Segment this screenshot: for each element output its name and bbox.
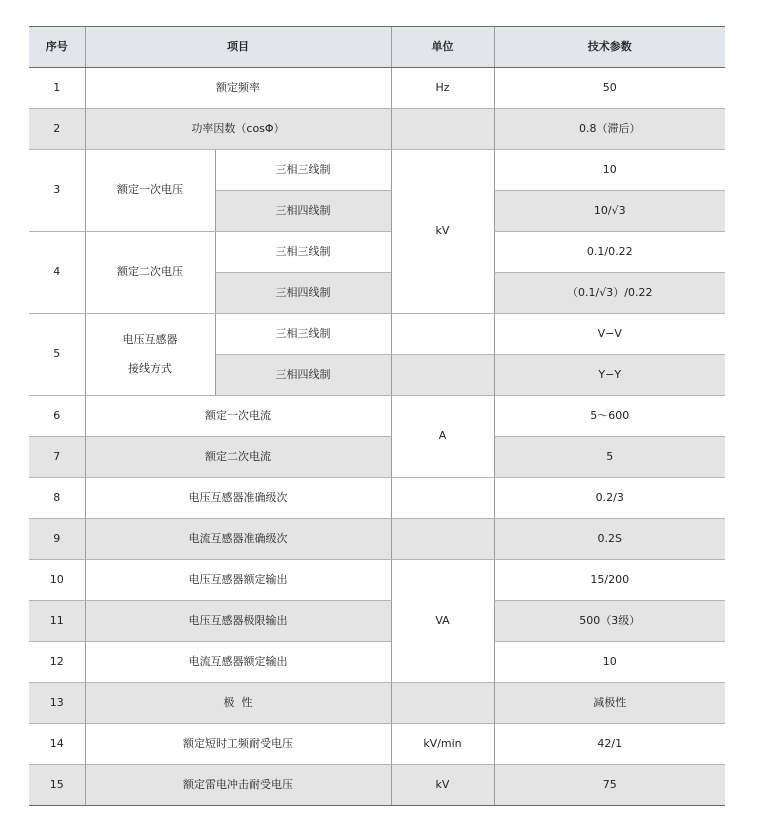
row-no: 11 (29, 601, 85, 642)
row-spec: 0.2/3 (494, 478, 725, 519)
table-row (29, 765, 725, 806)
row-item: 电压互感器极限输出 (85, 601, 391, 642)
row-subitem: 三相四线制 (215, 355, 391, 396)
header-no: 序号 (29, 27, 85, 68)
row-spec: V−V (494, 314, 725, 355)
row-unit: Hz (391, 68, 494, 109)
row-no: 10 (29, 560, 85, 601)
row-spec: 500（3级） (494, 601, 725, 642)
table-row (29, 519, 725, 560)
row-spec: （0.1/√3）/0.22 (494, 273, 725, 314)
table-row (29, 560, 725, 601)
row-no: 6 (29, 396, 85, 437)
row-subitem: 三相四线制 (215, 273, 391, 314)
row-spec: 50 (494, 68, 725, 109)
header-unit: 单位 (391, 27, 494, 68)
row-no: 4 (29, 232, 85, 314)
row-item: 极 性 (85, 683, 391, 724)
row-subitem: 三相三线制 (215, 314, 391, 355)
row-unit (391, 478, 494, 519)
row-no: 5 (29, 314, 85, 396)
header-spec: 技术参数 (494, 27, 725, 68)
row-no: 1 (29, 68, 85, 109)
spec-table-container (29, 26, 725, 806)
row-spec: 10/√3 (494, 191, 725, 232)
header-item: 项目 (85, 27, 391, 68)
row-item: 额定一次电流 (85, 396, 391, 437)
table-row (29, 68, 725, 109)
row-spec: 5 (494, 437, 725, 478)
row-no: 3 (29, 150, 85, 232)
spec-table (29, 26, 725, 806)
row-subitem: 三相四线制 (215, 191, 391, 232)
row-item (85, 314, 215, 396)
table-row (29, 601, 725, 642)
row-spec: 0.2S (494, 519, 725, 560)
row-unit (391, 314, 494, 355)
table-row (29, 232, 725, 273)
row-item: 额定二次电流 (85, 437, 391, 478)
row-spec: 减极性 (494, 683, 725, 724)
row-no: 13 (29, 683, 85, 724)
row-unit: kV (391, 150, 494, 314)
table-row (29, 478, 725, 519)
row-spec: 0.8（滞后） (494, 109, 725, 150)
row-item: 额定雷电冲击耐受电压 (85, 765, 391, 806)
row-item-line2: 接线方式 (128, 361, 172, 375)
row-item: 电流互感器准确级次 (85, 519, 391, 560)
table-row (29, 724, 725, 765)
row-spec: 0.1/0.22 (494, 232, 725, 273)
row-item: 电压互感器额定输出 (85, 560, 391, 601)
row-unit (391, 683, 494, 724)
row-spec: 42/1 (494, 724, 725, 765)
table-row (29, 396, 725, 437)
table-row (29, 683, 725, 724)
row-spec: Y−Y (494, 355, 725, 396)
row-subitem: 三相三线制 (215, 150, 391, 191)
row-spec: 5～600 (494, 396, 725, 437)
table-row (29, 150, 725, 191)
row-unit: kV (391, 765, 494, 806)
table-header-row (29, 27, 725, 68)
row-item: 额定频率 (85, 68, 391, 109)
row-unit (391, 519, 494, 560)
row-item: 电流互感器额定输出 (85, 642, 391, 683)
row-spec: 10 (494, 642, 725, 683)
row-no: 8 (29, 478, 85, 519)
table-row (29, 109, 725, 150)
row-no: 14 (29, 724, 85, 765)
row-no: 7 (29, 437, 85, 478)
row-spec: 10 (494, 150, 725, 191)
row-unit (391, 355, 494, 396)
row-item: 额定短时工频耐受电压 (85, 724, 391, 765)
row-no: 15 (29, 765, 85, 806)
row-no: 2 (29, 109, 85, 150)
row-unit: kV/min (391, 724, 494, 765)
table-row (29, 642, 725, 683)
row-unit: VA (391, 560, 494, 683)
row-unit: A (391, 396, 494, 478)
row-unit (391, 109, 494, 150)
row-subitem: 三相三线制 (215, 232, 391, 273)
table-row (29, 437, 725, 478)
row-spec: 15/200 (494, 560, 725, 601)
row-item-line1: 电压互感器 (122, 333, 178, 347)
row-item: 额定二次电压 (85, 232, 215, 314)
row-item: 额定一次电压 (85, 150, 215, 232)
row-spec: 75 (494, 765, 725, 806)
row-no: 9 (29, 519, 85, 560)
row-no: 12 (29, 642, 85, 683)
row-item: 功率因数（cosΦ） (85, 109, 391, 150)
row-item: 电压互感器准确级次 (85, 478, 391, 519)
table-row (29, 314, 725, 355)
